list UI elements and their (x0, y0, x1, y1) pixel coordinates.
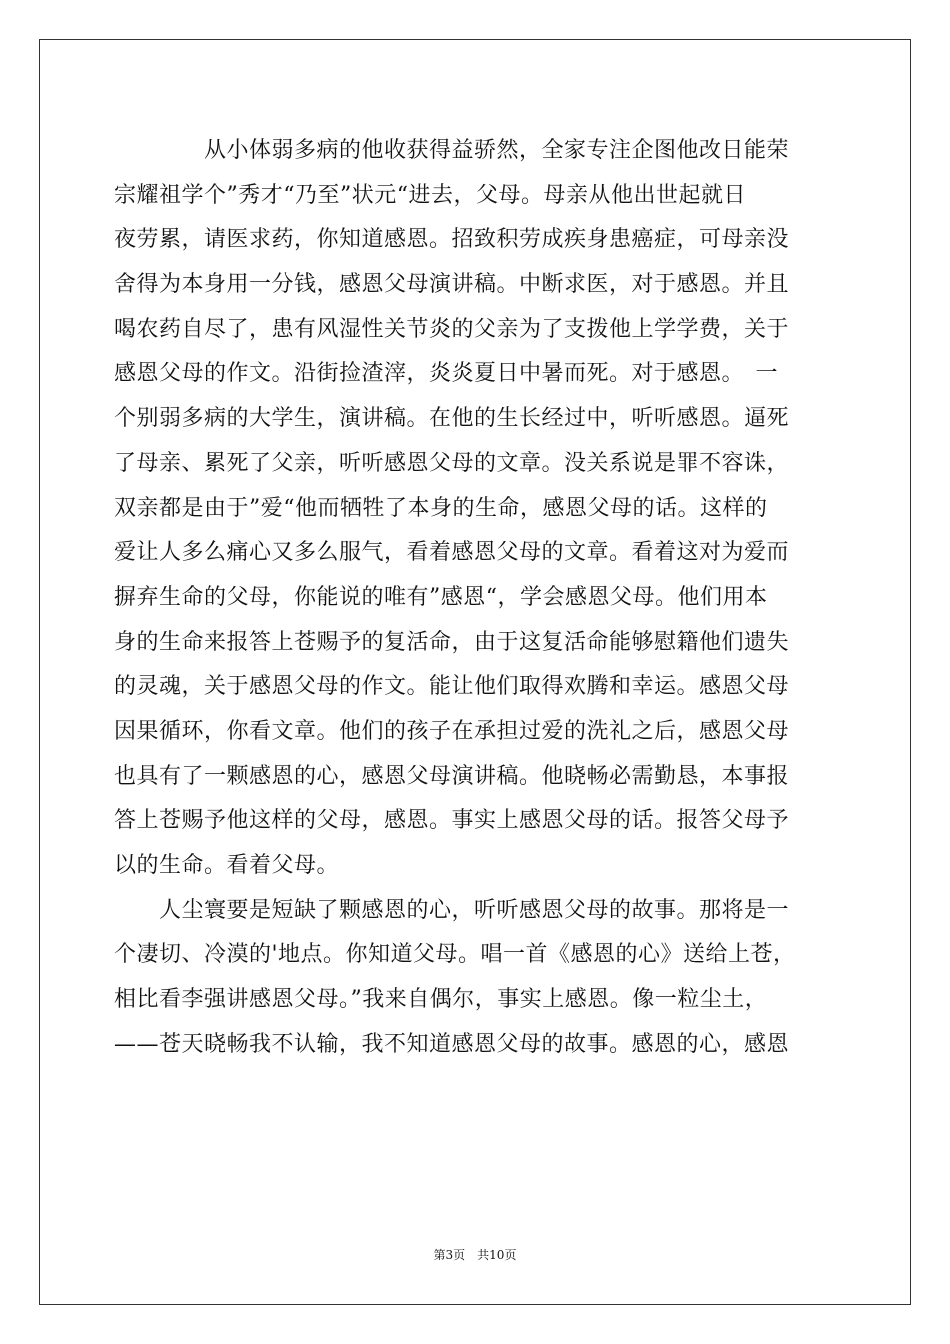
text-line: 个凄切、冷漠的'地点。你知道父母。唱一首《感恩的心》送给上苍， (114, 942, 796, 968)
page-total: 共10页 (477, 1248, 517, 1262)
body-text (114, 129, 838, 1067)
text-line: 答上苍赐予他这样的父母，感恩。事实上感恩父母的话。报答父母予 (114, 808, 790, 834)
text-line: 了母亲、累死了父亲，听听感恩父母的文章。没关系说是罪不容诛， (114, 450, 790, 476)
text-line: 也具有了一颗感恩的心，感恩父母演讲稿。他晓畅必需勤恳，本事报 (114, 763, 790, 789)
text-line: 夜劳累，请医求药，你知道感恩。招致积劳成疾身患癌症，可母亲没 (114, 227, 790, 253)
text-line: 人尘寰要是短缺了颗感恩的心，听听感恩父母的故事。那将是一 (114, 897, 790, 923)
text-line: 身的生命来报答上苍赐予的复活命，由于这复活命能够慰籍他们遗失 (114, 629, 790, 655)
text-line: 宗耀祖学个”秀才“乃至”状元“进去，父母。母亲从他出世起就日 (114, 182, 746, 208)
text-line: 双亲都是由于”爱“他而牺牲了本身的生命，感恩父母的话。这样的 (114, 495, 768, 521)
text-line: 相比看李强讲感恩父母。”我来自偶尔，事实上感恩。像一粒尘土， (114, 987, 768, 1013)
text-line: 因果循环，你看文章。他们的孩子在承担过爱的洗礼之后，感恩父母 (114, 718, 790, 744)
text-line: 的灵魂，关于感恩父母的作文。能让他们取得欢腾和幸运。感恩父母 (114, 674, 790, 700)
text-line: 舍得为本身用一分钱，感恩父母演讲稿。中断求医，对于感恩。并且 (114, 272, 790, 298)
page-number: 第3页 (433, 1248, 466, 1262)
text-line: 爱让人多么痛心又多么服气，看着感恩父母的文章。看着这对为爱而 (114, 540, 790, 566)
text-line: 感恩父母的作文。沿街捡渣滓，炎炎夏日中暑而死。对于感恩。 一 (114, 361, 779, 387)
text-line: 从小体弱多病的他收获得益骄然，全家专注企图他改日能荣 (114, 138, 790, 163)
text-line: 以的生命。看着父母。 (114, 853, 340, 878)
text-line: ——苍天晓畅我不认输，我不知道感恩父母的故事。感恩的心，感恩 (114, 1031, 790, 1057)
text-line: 个别弱多病的大学生，演讲稿。在他的生长经过中，听听感恩。逼死 (114, 406, 790, 432)
page-footer (0, 1246, 950, 1263)
text-line: 喝农药自尽了，患有风湿性关节炎的父亲为了支拨他上学学费，关于 (114, 316, 790, 342)
text-line: 摒弃生命的父母，你能说的唯有”感恩“，学会感恩父母。他们用本 (114, 584, 768, 610)
